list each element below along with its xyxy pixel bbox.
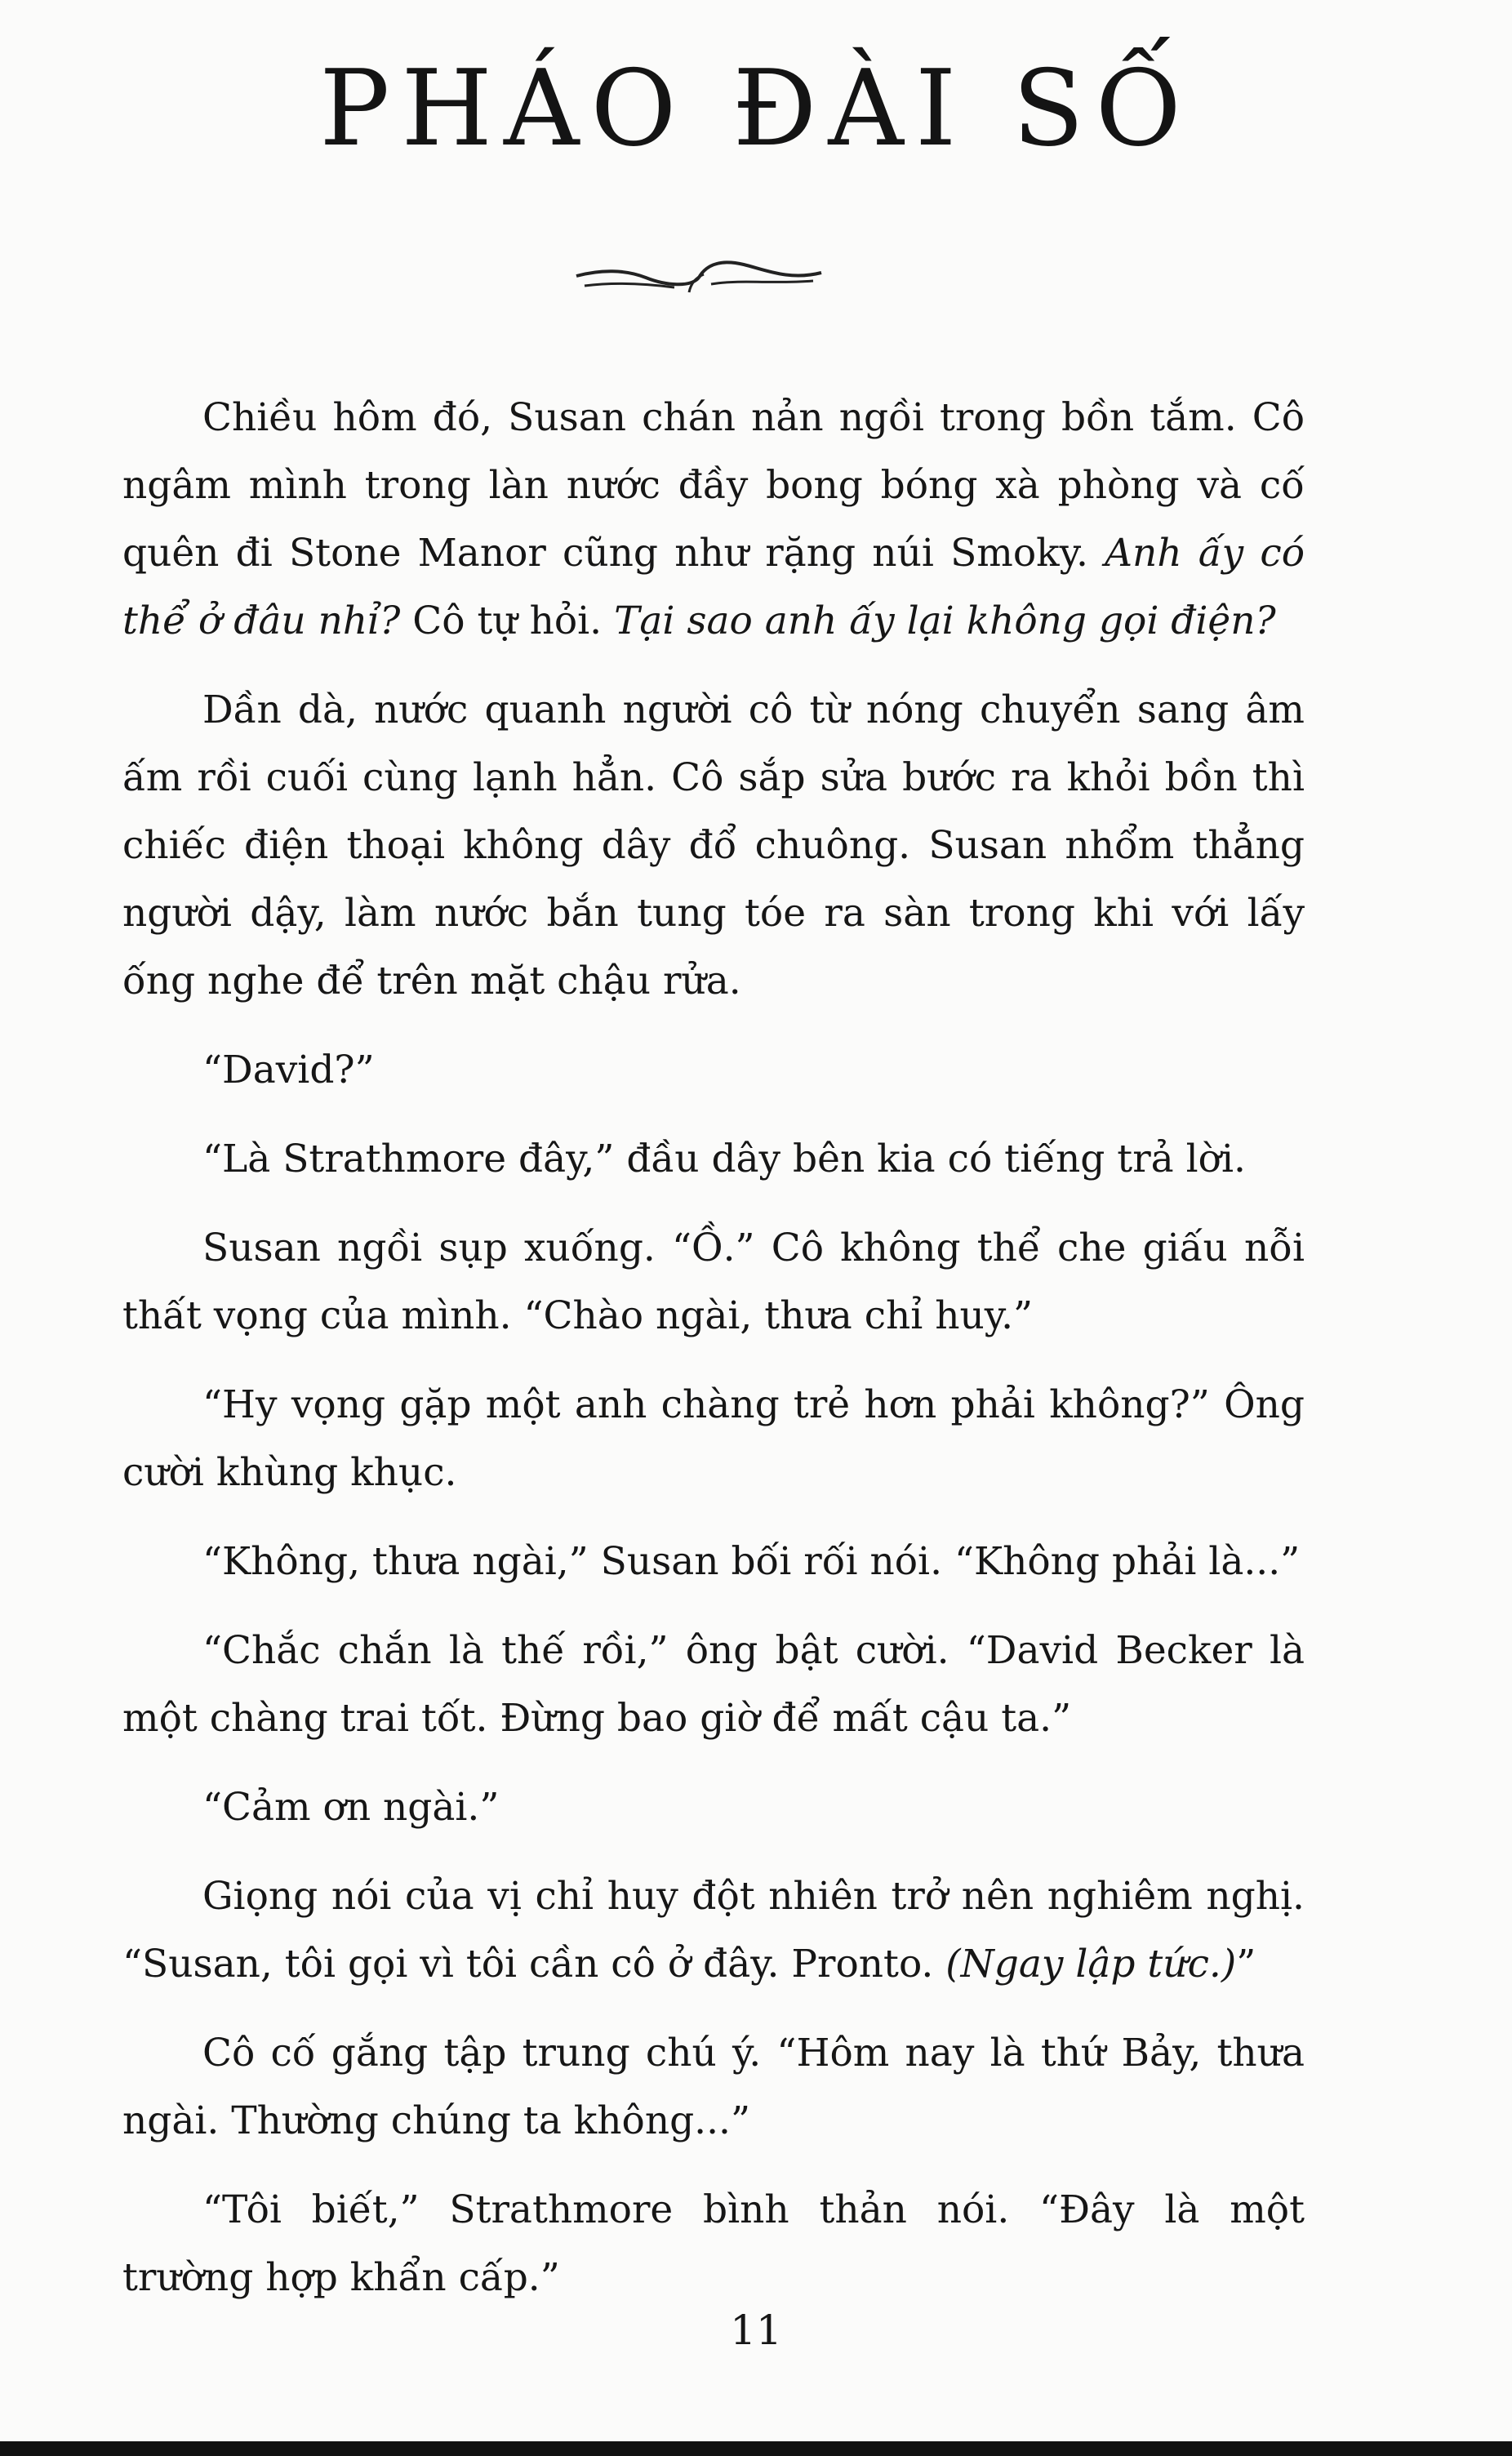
- paragraph: “David?”: [202, 1048, 375, 1092]
- italic-text: Anh ấy có thể ở đâu nhỉ?: [122, 531, 1305, 643]
- paragraph: “Không, thưa ngài,” Susan bối rối nói. “Không phải là...”: [202, 1539, 1301, 1584]
- paragraph: “Cảm ơn ngài.”: [202, 1785, 500, 1830]
- page-number: 11: [730, 2307, 782, 2354]
- page-edge: [0, 2441, 1512, 2456]
- chapter-title: PHÁO ĐÀI SỐ: [319, 48, 1193, 170]
- paragraph: “Tôi biết,” Strathmore bình thản nói. “Đây là một trường hợp khẩn cấp.”: [122, 2187, 1305, 2300]
- paragraph: Chiều hôm đó, Susan chán nản ngồi trong bồn tắm. Cô ngâm mình trong làn nước đầy bong bóng xà phòng và cố quên đi Stone Manor cũng như rặng núi Smoky. Anh ấy có thể ở đâu nhỉ? Cô tự hỏi. Tại sao anh ấy lại không gọi điện?: [122, 395, 1305, 643]
- paragraph: Cô cố gắng tập trung chú ý. “Hôm nay là thứ Bảy, thưa ngài. Thường chúng ta không...”: [122, 2031, 1305, 2143]
- body-text: [122, 384, 1305, 2333]
- paragraph: Dần dà, nước quanh người cô từ nóng chuyển sang âm ấm rồi cuối cùng lạnh hẳn. Cô sắp sửa bước ra khỏi bồn thì chiếc điện thoại không dây đổ chuông. Susan nhổm thẳng người dậy, làm nước bắn tung tóe ra sàn trong khi với lấy ống nghe để trên mặt chậu rửa.: [122, 687, 1305, 1003]
- paragraph: “Chắc chắn là thế rồi,” ông bật cười. “David Becker là một chàng trai tốt. Đừng bao giờ để mất cậu ta.”: [122, 1628, 1305, 1741]
- paragraph: “Hy vọng gặp một anh chàng trẻ hơn phải không?” Ông cười khùng khục.: [122, 1382, 1305, 1495]
- paragraph: “Là Strathmore đây,” đầu dây bên kia có tiếng trả lời.: [202, 1137, 1246, 1181]
- paragraph: Susan ngồi sụp xuống. “Ồ.” Cô không thể che giấu nỗi thất vọng của mình. “Chào ngài, thưa chỉ huy.”: [122, 1226, 1305, 1338]
- ornament-divider-icon: [568, 245, 829, 310]
- paragraph: Giọng nói của vị chỉ huy đột nhiên trở nên nghiêm nghị. “Susan, tôi gọi vì tôi cần cô ở đây. Pronto. (Ngay lập tức.)”: [122, 1874, 1305, 1987]
- italic-text: (Ngay lập tức.): [945, 1942, 1237, 1987]
- italic-text: Tại sao anh ấy lại không gọi điện?: [614, 598, 1276, 643]
